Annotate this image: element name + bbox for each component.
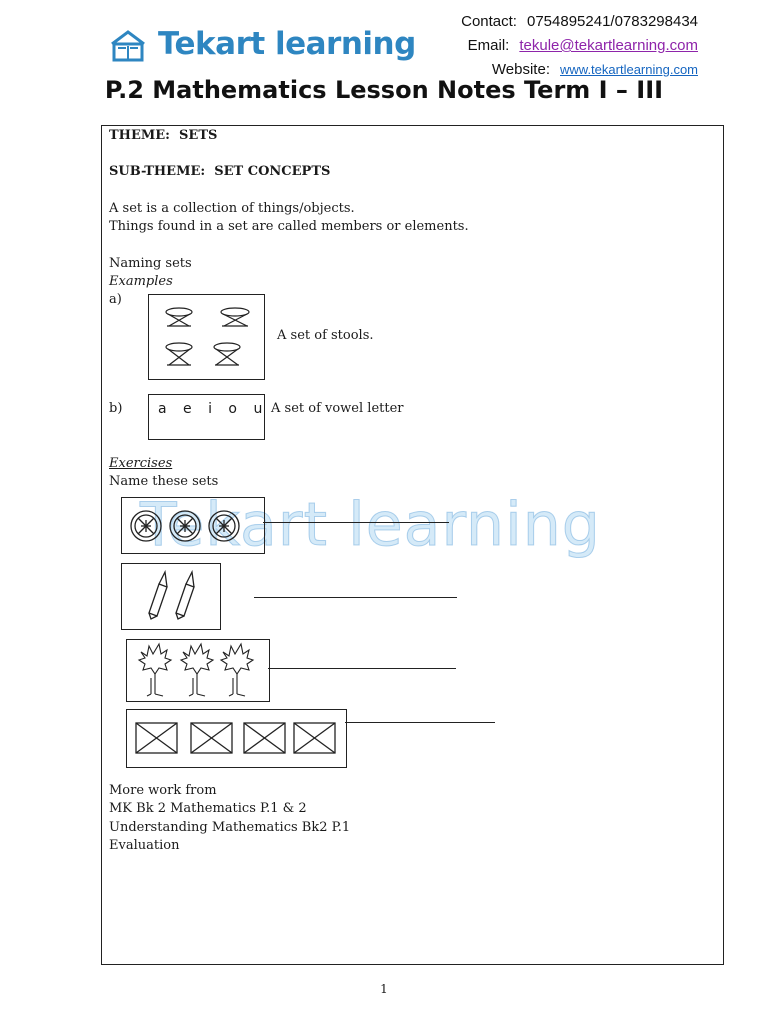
example-b-label: b) — [109, 401, 123, 416]
answer-line[interactable] — [254, 597, 457, 598]
email-link[interactable]: tekule@tekartlearning.com — [519, 37, 698, 54]
theme-line — [109, 128, 217, 143]
email-label: Email: — [467, 37, 510, 54]
contact-row — [461, 10, 698, 34]
crossed-box-icon — [136, 723, 177, 753]
watermark: Tekart learning — [140, 490, 601, 560]
tree-icon — [181, 644, 213, 696]
vowel-letters: a e i o u — [158, 401, 269, 417]
crossed-boxes-drawing — [127, 710, 346, 767]
example-a-label: a) — [109, 292, 122, 307]
tree-icon — [139, 644, 171, 696]
wheel-icon — [131, 511, 161, 541]
crossed-box-icon — [294, 723, 335, 753]
reference-1: MK Bk 2 Mathematics P.1 & 2 — [109, 801, 307, 816]
trees-box — [126, 639, 270, 702]
pencil-icon — [176, 572, 194, 619]
theme-value: SETS — [179, 128, 218, 143]
wheels-drawing — [122, 498, 264, 553]
boxes-box — [126, 709, 347, 768]
answer-line[interactable] — [263, 522, 449, 523]
website-label: Website: — [491, 61, 550, 78]
pencils-box — [121, 563, 221, 630]
exercises-heading: Exercises — [109, 456, 173, 471]
logo — [108, 24, 416, 64]
answer-line[interactable] — [268, 668, 456, 669]
pencils-drawing — [122, 564, 220, 629]
contact-label: Contact: — [461, 13, 517, 30]
tree-icon — [221, 644, 253, 696]
more-work-heading: More work from — [109, 783, 217, 798]
example-a-caption: A set of stools. — [277, 328, 374, 343]
stools-box — [148, 294, 265, 380]
theme-label: THEME: — [109, 128, 170, 143]
naming-sets-heading: Naming sets — [109, 256, 192, 271]
stool-icon — [166, 343, 192, 365]
example-b-caption: A set of vowel letter — [271, 401, 404, 416]
evaluation-heading: Evaluation — [109, 838, 180, 853]
pencil-icon — [149, 572, 167, 619]
book-house-icon — [108, 24, 154, 64]
reference-2: Understanding Mathematics Bk2 P.1 — [109, 820, 351, 835]
email-row — [461, 34, 698, 58]
subtheme-line — [109, 164, 330, 179]
crossed-box-icon — [191, 723, 232, 753]
contact-phone: 0754895241/0783298434 — [526, 13, 698, 30]
vowels-box — [148, 394, 269, 440]
logo-text: Tekart learning — [158, 26, 416, 62]
stool-icon — [166, 308, 192, 326]
stool-icon — [221, 308, 249, 326]
stool-icon — [214, 343, 240, 365]
stools-drawing — [149, 295, 264, 379]
contact-block — [461, 10, 698, 82]
subtheme-label: SUB-THEME: — [109, 164, 206, 179]
wheel-icon — [209, 511, 239, 541]
crossed-box-icon — [244, 723, 285, 753]
definition-2: Things found in a set are called members or elements. — [109, 219, 469, 234]
trees-drawing — [127, 640, 269, 701]
definition-1: A set is a collection of things/objects. — [109, 201, 355, 216]
subtheme-value: SET CONCEPTS — [214, 164, 331, 179]
wheels-box — [121, 497, 265, 554]
website-link[interactable]: www.tekartlearning.com — [560, 62, 698, 77]
examples-heading: Examples — [109, 274, 173, 289]
wheel-icon — [170, 511, 200, 541]
answer-line[interactable] — [345, 722, 495, 723]
exercise-instruction: Name these sets — [109, 474, 219, 489]
page-number: 1 — [380, 982, 388, 996]
page-title: P.2 Mathematics Lesson Notes Term I – III — [104, 76, 664, 104]
